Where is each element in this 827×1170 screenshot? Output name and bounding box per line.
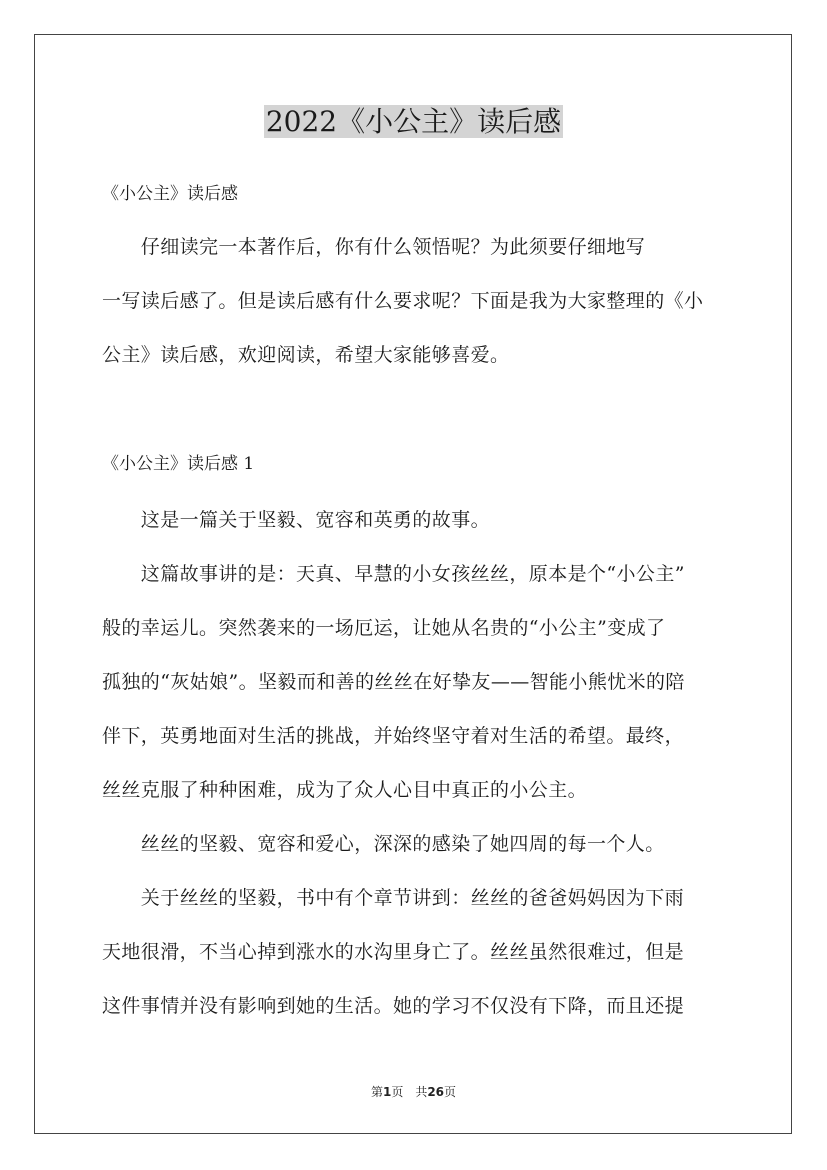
- body-line: 伴下，英勇地面对生活的挑战，并始终坚守着对生活的希望。最终，: [102, 725, 685, 747]
- body-line: 丝丝克服了种种困难，成为了众人心目中真正的小公主。: [102, 779, 588, 801]
- footer-suffix: 页: [444, 1085, 457, 1099]
- body-line: 这件事情并没有影响到她的生活。她的学习不仅没有下降，而且还提: [102, 995, 685, 1017]
- body-line: 关于丝丝的坚毅，书中有个章节讲到：丝丝的爸爸妈妈因为下雨: [102, 887, 685, 909]
- section-heading: 《小公主》读后感 1: [102, 454, 255, 474]
- footer-page-current: 1: [382, 1085, 392, 1099]
- intro-line: 公主》读后感，欢迎阅读，希望大家能够喜爱。: [102, 344, 510, 366]
- body-line: 这篇故事讲的是：天真、早慧的小女孩丝丝，原本是个“小公主”: [102, 563, 685, 585]
- intro-line: 一写读后感了。但是读后感有什么要求呢？下面是我为大家整理的《小: [102, 290, 704, 312]
- body-line: 孤独的“灰姑娘”。坚毅而和善的丝丝在好挚友——智能小熊忧米的陪: [102, 671, 685, 693]
- document-subtitle: 《小公主》读后感: [102, 184, 238, 204]
- intro-line: 仔细读完一本著作后，你有什么领悟呢？为此须要仔细地写: [102, 236, 646, 258]
- body-line: 天地很滑，不当心掉到涨水的水沟里身亡了。丝丝虽然很难过，但是: [102, 941, 685, 963]
- intro-paragraph: [102, 220, 726, 382]
- page-footer: [0, 1084, 827, 1100]
- body-text: [102, 493, 726, 1033]
- footer-prefix: 第: [370, 1085, 383, 1099]
- footer-page-total: 26: [427, 1085, 445, 1099]
- footer-mid: 页 共: [391, 1085, 428, 1099]
- body-line: 这是一篇关于坚毅、宽容和英勇的故事。: [102, 509, 491, 531]
- body-line: 丝丝的坚毅、宽容和爱心，深深的感染了她四周的每一个人。: [102, 833, 665, 855]
- body-line: 般的幸运儿。突然袭来的一场厄运，让她从名贵的“小公主”变成了: [102, 617, 666, 639]
- document-title-text: 2022《小公主》读后感: [265, 105, 562, 138]
- document-title: [0, 100, 827, 144]
